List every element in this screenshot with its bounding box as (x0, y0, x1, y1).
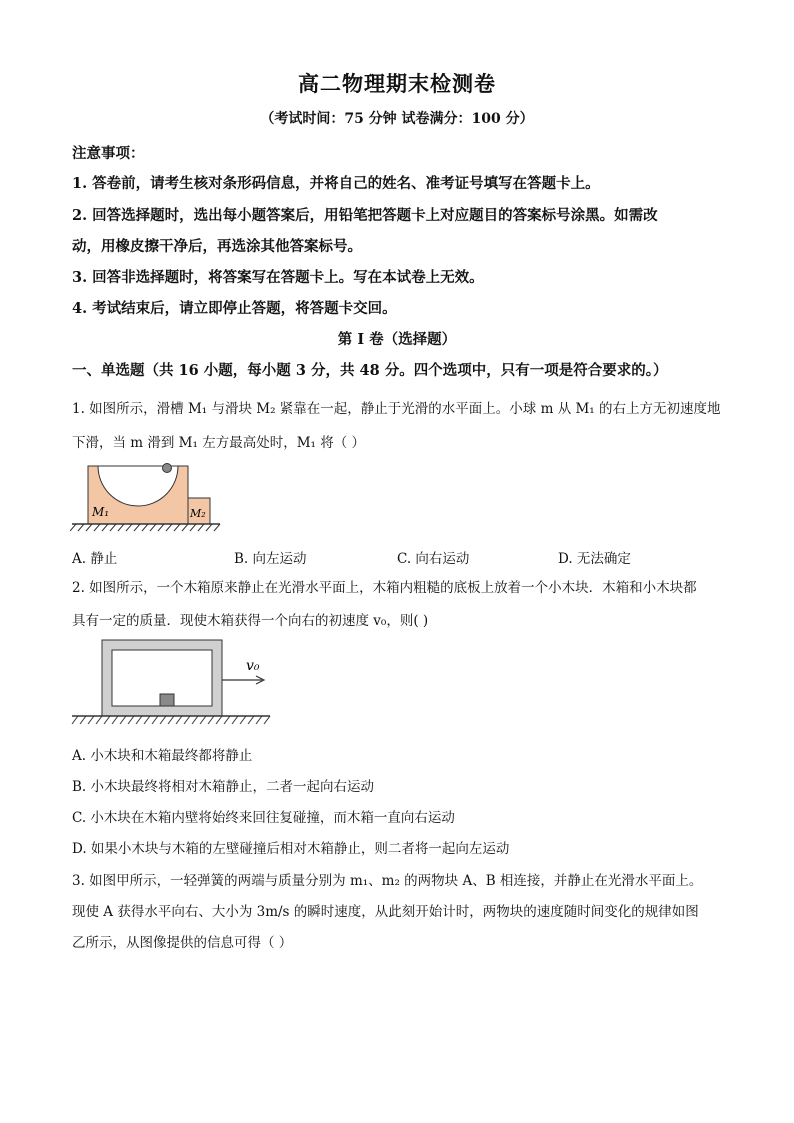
note-item-1: 1. 答卷前，请考生核对条形码信息，并将自己的姓名、准考证号填写在答题卡上。 (72, 175, 600, 192)
note-item-2: 2. 回答选择题时，选出每小题答案后，用铅笔把答题卡上对应题目的答案标号涂黑。如需改 (72, 207, 658, 224)
section-title: 第 I 卷（选择题） (337, 331, 457, 348)
label-m1: M₁ (92, 505, 110, 519)
q1-figure (70, 460, 230, 532)
q2-line-1: 2. 如图所示，一个木箱原来静止在光滑水平面上，木箱内粗糙的底板上放着一个小木块．木箱和小木块都 (72, 580, 697, 596)
q3-line-1: 3. 如图甲所示，一轻弹簧的两端与质量分别为 m₁、m₂ 的两物块 A、B 相连接，并静止在光滑水平面上。 (72, 873, 703, 889)
note-item-3: 3. 回答非选择题时，将答案写在答题卡上。写在本试卷上无效。 (72, 269, 484, 286)
notes-heading: 注意事项： (72, 145, 145, 162)
q2-line-2: 具有一定的质量．现使木箱获得一个向右的初速度 v₀，则( ) (72, 613, 429, 629)
label-m2: M₂ (190, 507, 206, 520)
q1-line-2: 下滑，当 m 滑到 M₁ 左方最高处时，M₁ 将（ ） (72, 435, 366, 451)
note-item-2-cont: 动，用橡皮擦干净后，再选涂其他答案标号。 (72, 238, 362, 255)
label-v0: v₀ (246, 658, 260, 674)
small-block-icon (160, 694, 174, 706)
q2-option-d: D. 如果小木块与木箱的左壁碰撞后相对木箱静止，则二者将一起向左运动 (72, 841, 510, 857)
q1-option-d: D. 无法确定 (558, 551, 631, 567)
q3-line-3: 乙所示，从图像提供的信息可得（ ） (72, 935, 293, 951)
q1-option-a: A. 静止 (72, 551, 118, 567)
ball-icon (163, 464, 172, 473)
q1-line-1: 1. 如图所示，滑槽 M₁ 与滑块 M₂ 紧靠在一起，静止于光滑的水平面上。小球 m 从 M₁ 的右上方无初速度地 (72, 401, 721, 417)
q2-option-b: B. 小木块最终将相对木箱静止，二者一起向右运动 (72, 779, 375, 795)
exam-info: （考试时间：75 分钟 试卷满分：100 分） (260, 111, 534, 127)
q2-option-c: C. 小木块在木箱内壁将始终来回往复碰撞，而木箱一直向右运动 (72, 810, 455, 826)
note-item-4: 4. 考试结束后，请立即停止答题，将答题卡交回。 (72, 300, 397, 317)
q3-line-2: 现使 A 获得水平向右、大小为 3m/s 的瞬时速度，从此刻开始计时，两物块的速度随时间变化的规律如图 (72, 904, 699, 920)
q2-option-a: A. 小木块和木箱最终都将静止 (72, 748, 253, 764)
q1-option-b: B. 向左运动 (234, 551, 307, 567)
page-title: 高二物理期末检测卷 (298, 71, 496, 96)
section-heading: 一、单选题（共 16 小题，每小题 3 分，共 48 分。四个选项中，只有一项是符合要求的。） (72, 362, 668, 379)
q1-option-c: C. 向右运动 (397, 551, 470, 567)
q2-figure (70, 638, 280, 734)
